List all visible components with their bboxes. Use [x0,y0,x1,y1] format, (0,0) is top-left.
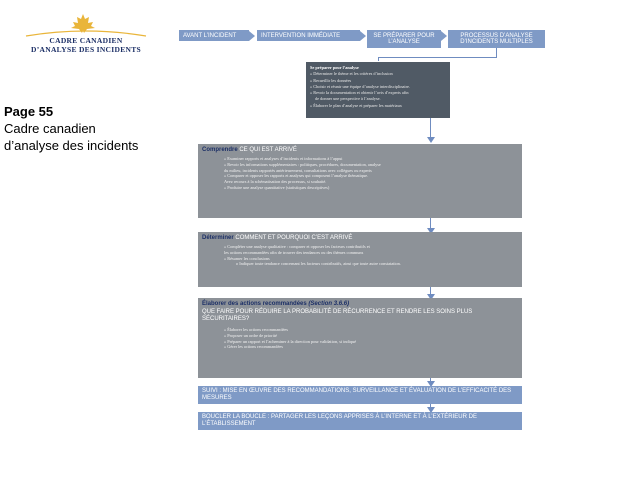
understand-item: » Produire une analyse quantitative (statistiques descriptives) [224,184,330,190]
prepare-item: » Élaborer le plan d’analyse et préparer les matériaux [310,102,402,108]
page-line-2: d’analyse des incidents [4,138,139,153]
prepare-box [306,62,450,118]
page-line-1: Cadre canadien [4,121,96,136]
understand-item: » Comparer et opposer les rapports et analyses qui composent l’analyse thématique. [224,173,369,179]
step-arrow-1 [249,31,255,41]
step-before-incident: AVANT L’INCIDENT [179,30,249,41]
recommend-item: » Élaborer les actions recommandées [224,327,288,332]
recommend-item: » Proposer un ordre de priorité [224,332,277,338]
recommend-ref: (Section 3.6.6) [308,301,350,307]
prepare-item: » Revoir la documentation et obtenir l’avis d’experts afin [310,90,409,96]
prepare-item: de donner une perspective à l’analyse. [315,96,381,102]
recommend-box [198,298,522,378]
step-immediate-response: INTERVENTION IMMÉDIATE [257,30,360,41]
step-arrow-3 [441,31,447,41]
understand-title: CE QUI EST ARRIVÉ [239,147,297,153]
recommend-item: » Gérer les actions recommandées [224,344,283,350]
connector [378,57,379,61]
determine-box [198,232,522,287]
understand-item: Avez recours à la schématisation des processus, si souhaité. [224,179,327,185]
prepare-heading: Se préparer pour l’analyse [310,65,359,70]
determine-title: COMMENT ET POURQUOI C’EST ARRIVÉ [235,235,353,241]
step-multi-incident-process: PROCESSUS D’ANALYSE D’INCIDENTS MULTIPLES [448,30,545,48]
connector [378,57,497,58]
logo-line2: D’ANALYSE DES INCIDENTS [31,45,141,54]
followup-bar: SUIVI : MISE EN ŒUVRE DES RECOMMANDATIONS, SURVEILLANCE ET ÉVALUATION DE L’EFFICACITÉ DES MESURES [198,386,522,404]
prepare-item: » Choisir et réunir une équipe d’analyse interdisciplinaire. [310,83,410,89]
logo-line1: CADRE CANADIEN [49,36,123,45]
flow-arrow-head [427,137,435,143]
page-title: Page 55 [4,104,54,119]
recommend-title: Élaborer des actions recommandées [202,301,307,307]
understand-item: du milieu, incidents rapportés antérieurement, consultations avec collègues ou experts [224,167,372,173]
recommend-item: » Préparer un rapport et l’acheminer à la direction pour validation, si indiqué [224,338,357,344]
determine-label: Déterminer [202,235,234,241]
understand-item: » Revoir les informations supplémentaires : politiques, procédures, documentation, analyse [224,161,381,167]
determine-item: o Indiquer toute tendance concernant les facteurs contributifs, ainsi que toute autre constatation. [236,261,401,267]
step-arrow-2 [360,31,366,41]
determine-item: » Résumer les conclusions [224,255,270,261]
close-loop-bar: BOUCLER LA BOUCLE : PARTAGER LES LEÇONS APPRISES À L’INTERNE ET À L’EXTÉRIEUR DE L’ÉTABLISSEMENT [198,412,522,430]
flow-arrow-line [430,118,431,138]
determine-item: » Compléter une analyse qualitative : comparer et opposer les facteurs contributifs et [224,244,370,249]
recommend-question: QUE FAIRE POUR RÉDUIRE LA PROBABILITÉ DE RÉCURRENCE ET RENDRE LES SOINS PLUS SÉCURITAIRES? [202,309,473,322]
logo [16,14,156,60]
determine-item: les actions recommandées afin de trouver des tendances ou des thèmes communs [224,249,364,255]
prepare-item: » Déterminer le thème et les critères d’inclusion [310,71,393,77]
step-prepare-analysis: SE PRÉPARER POUR L’ANALYSE [367,30,441,48]
understand-box [198,144,522,218]
understand-item: » Examiner rapports et analyses d’incidents et informations à l’appui [224,156,343,161]
prepare-item: » Recueillir les données [310,77,352,83]
understand-label: Comprendre [202,147,238,153]
